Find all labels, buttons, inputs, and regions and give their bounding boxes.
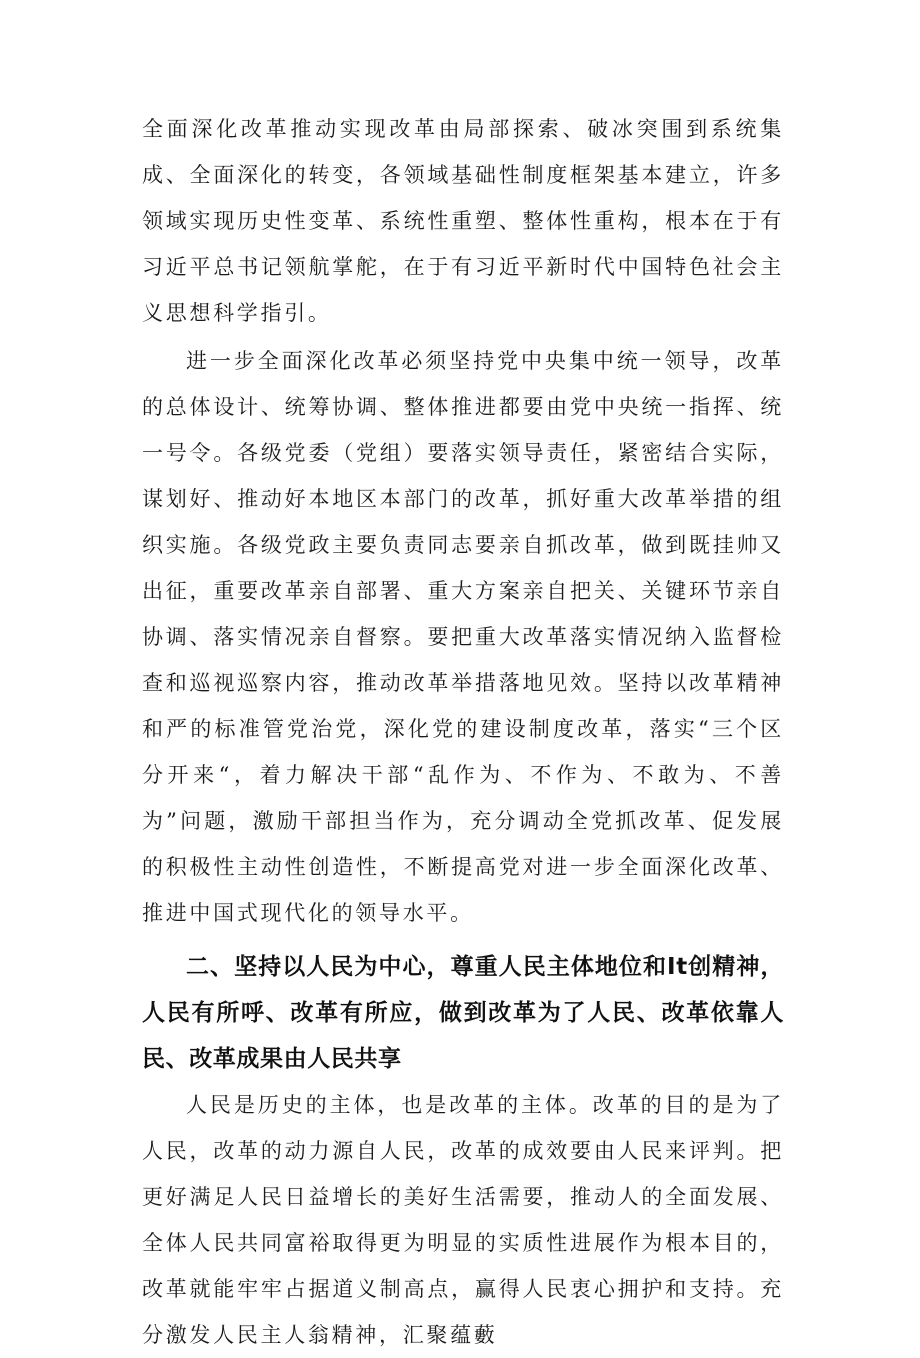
paragraph-people-centered: 人民是历史的主体，也是改革的主体。改革的目的是为了人民，改革的动力源自人民，改革的成效要由人民来评判。把更好满足人民日益增长的美好生活需要，推动人的全面发展、全体人民共同富裕取得更为明显的实质性进展作为根本目的，改革就能牢牢占据道义制高点，赢得人民衷心拥护和支持。充分激发人民主人翁精神，汇聚蕴藪 xyxy=(142,1093,784,1347)
document-body xyxy=(142,106,784,1358)
paragraph-continuation: 全面深化改革推动实现改革由局部探索、破冰突围到系统集成、全面深化的转变，各领域基础性制度框架基本建立，许多领域实现历史性变革、系统性重塑、整体性重构，根本在于有习近平总书记领航掌舵，在于有习近平新时代中国特色社会主义思想科学指引。 xyxy=(142,117,784,325)
paragraph-party-leadership: 进一步全面深化改革必须坚持党中央集中统一领导，改革的总体设计、统筹协调、整体推进都要由党中央统一指挥、统一号令。各级党委（党组）要落实领导责任，紧密结合实际，谋划好、推动好本地区本部门的改革，抓好重大改革举措的组织实施。各级党政主要负责同志要亲自抓改革，做到既挂帅又出征，重要改革亲自部署、重大方案亲自把关、关键环节亲自协调、落实情况亲自督察。要把重大改革落实情况纳入监督检查和巡视巡察内容，推动改革举措落地见效。坚持以改革精神和严的标准管党治党，深化党的建设制度改革，落实“三个区分开来“，着力解决干部“乱作为、不作为、不敢为、不善为”问题，激励干部担当作为，充分调动全党抓改革、促发展的积极性主动性创造性，不断提高党对进一步全面深化改革、推进中国式现代化的领导水平。 xyxy=(142,349,784,925)
section-heading: 二、坚持以人民为中心，尊重人民主体地位和It创精神，人民有所呼、改革有所应，做到改革为了人民、改革依靠人民、改革成果由人民共享 xyxy=(142,954,784,1072)
